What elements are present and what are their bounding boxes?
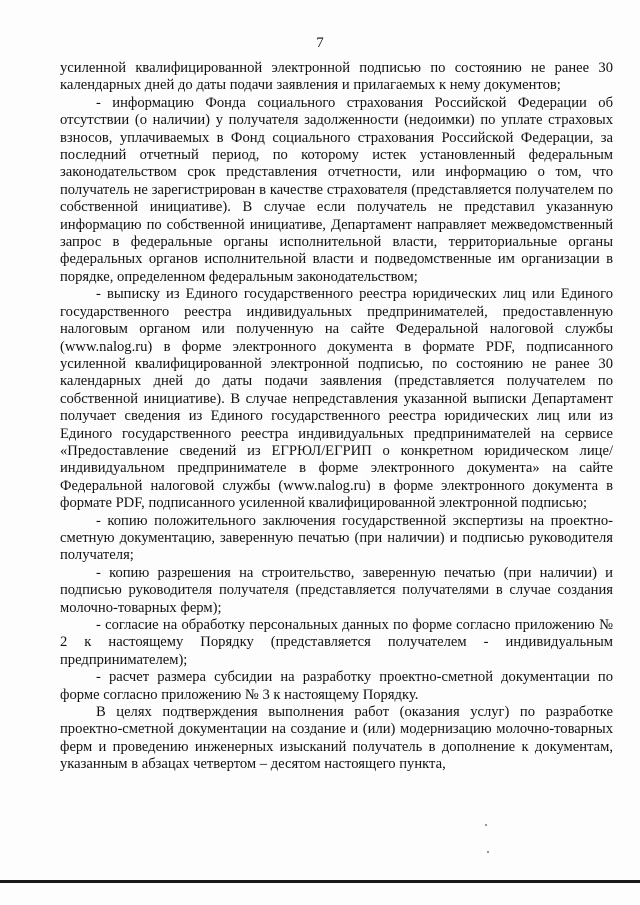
paragraph-expertise-conclusion: - копию положительного заключения государственной экспертизы на проектно-сметную документацию, заверенную печатью (при наличии) и подписью руководителя получателя; <box>60 512 613 564</box>
paragraph-personal-data-consent: - согласие на обработку персональных данных по форме согласно приложению № 2 к настоящему Порядку (представляется получателем - индивидуальным предпринимателем); <box>60 617 613 668</box>
scan-speck <box>485 824 487 826</box>
scan-speck <box>487 851 489 853</box>
paragraph-continuation: усиленной квалифицированной электронной подписью по состоянию не ранее 30 календарных дней до даты подачи заявления и прилагаемых к нему документов; <box>60 60 613 94</box>
paragraph-social-insurance-info: - информацию Фонда социального страхования Российской Федерации об отсутствии (о наличии) у получателя задолженности (недоимки) по уплате страховых взносов, уплачиваемых в Фонд социального страхования Российской Федерации, за последний отчетный период, по которому истек установленный федеральным законодательством срок представления отчетности, или информацию о том, что получатель не зарегистрирован в качестве страхователя (представляется получателем по собственной инициативе). В случае если получатель не представил указанную информацию по собственной инициативе, Департамент направляет межведомственный запрос в федеральные органы исполнительной власти, территориальные органы федеральных органов исполнительной власти и подведомственные им организации в порядке, определенном федеральным законодательством; <box>60 94 613 285</box>
paragraph-construction-permit: - копию разрешения на строительство, заверенную печатью (при наличии) и подписью руководителя получателя (представляется получателями в случае создания молочно-товарных ферм); <box>60 564 613 616</box>
bottom-scan-edge <box>0 880 640 883</box>
document-body <box>60 60 613 774</box>
paragraph-subsidy-calculation: - расчет размера субсидии на разработку проектно-сметной документации по форме согласно приложению № 3 к настоящему Порядку. <box>60 669 613 703</box>
paragraph-work-confirmation: В целях подтверждения выполнения работ (оказания услуг) по разработке проектно-сметной документации на создание и (или) модернизацию молочно-товарных ферм и проведению инженерных изысканий получатель в дополнение к документам, указанным в абзацах четвертом – десятом настоящего пункта, <box>60 704 613 773</box>
page-number: 7 <box>316 35 324 51</box>
paragraph-registry-extract: - выписку из Единого государственного реестра юридических лиц или Единого государственного реестра индивидуальных предпринимателей, предоставленную налоговым органом или полученную на сайте Федеральной налоговой службы (www.nalog.ru) в форме электронного документа в формате PDF, подписанного усиленной квалифицированной электронной подписью, по состоянию не ранее 30 календарных дней до даты подачи заявления (представляется получателем по собственной инициативе). В случае непредставления указанной выписки Департамент получает сведения из Единого государственного реестра юридических лиц или из Единого государственного реестра индивидуальных предпринимателей на сервисе «Предоставление сведений из ЕГРЮЛ/ЕГРИП о конкретном юридическом лице/индивидуальном предпринимателе в форме электронного документа» на сайте Федеральной налоговой службы (www.nalog.ru) в форме электронного документа в формате PDF, подписанного усиленной квалифицированной электронной подписью; <box>60 286 613 512</box>
